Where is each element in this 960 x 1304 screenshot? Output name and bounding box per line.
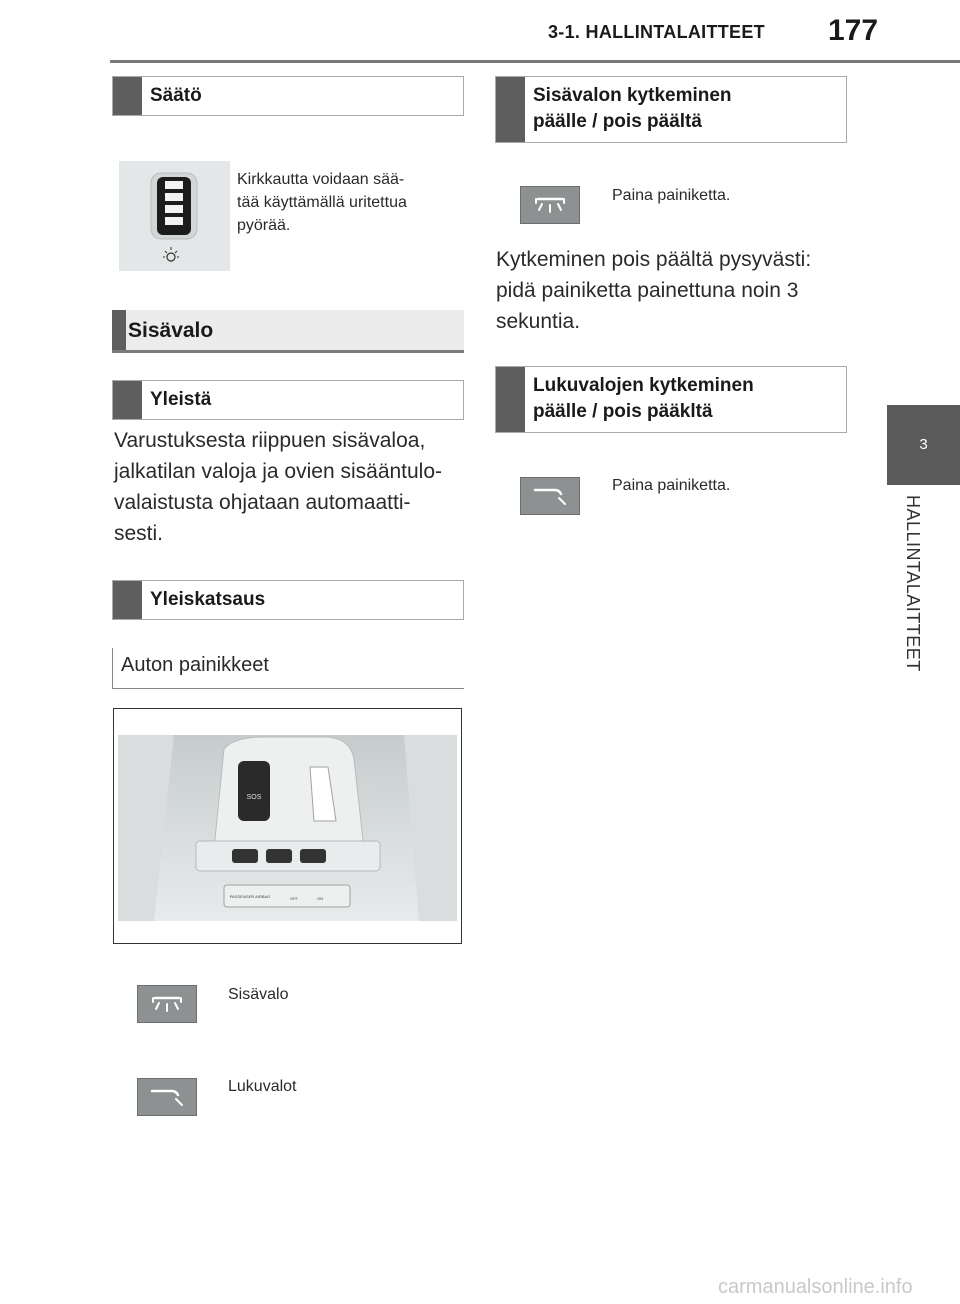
heading-general-text: Yleistä [150, 389, 212, 410]
permanent-off-paragraph [496, 244, 856, 337]
buttons-subheading: Auton painikkeet [121, 654, 269, 676]
reading-light-icon [521, 478, 579, 514]
adjust-description [237, 168, 462, 237]
toggle-interior-light-icon-box [520, 186, 580, 224]
legend-interior-light-label: Sisävalo [228, 986, 289, 1003]
permanent-off-line-2: pidä painiketta painettuna noin 3 [496, 279, 799, 302]
section-heading-text: Sisävalo [128, 319, 214, 342]
sos-label: SOS [246, 794, 262, 801]
heading-adjust-text: Säätö [150, 85, 202, 106]
chapter-tab-number: 3 [919, 436, 928, 453]
interior-light-icon [521, 187, 579, 223]
subheading-rule [112, 688, 464, 689]
header-rule [110, 60, 960, 63]
general-line-1: Varustuksesta riippuen sisävaloa, [114, 429, 426, 452]
roof-console-photo [113, 708, 462, 944]
legend-reading-light-label: Lukuvalot [228, 1078, 297, 1095]
heading-bar [112, 310, 126, 350]
reading-light-button-icon [137, 1078, 197, 1116]
heading-adjust [112, 76, 464, 116]
adjust-line-3: pyörää. [237, 217, 291, 234]
heading-reading-text [533, 373, 754, 425]
general-line-3: valaistusta ohjataan automaatti- [114, 491, 411, 514]
general-line-4: sesti. [114, 522, 164, 545]
general-line-2: jalkatilan valoja ja ovien sisääntulo- [114, 460, 443, 483]
general-paragraph [114, 425, 466, 549]
airbag-off-label: OFF [290, 896, 298, 901]
heading-bar [113, 77, 142, 115]
interior-light-icon [138, 986, 196, 1022]
permanent-off-line-3: sekuntia. [496, 310, 581, 333]
page-number: 177 [828, 14, 879, 47]
heading-bar [113, 381, 142, 419]
roof-console-illustration [114, 709, 461, 943]
heading-toggle-line-2: päälle / pois päältä [533, 111, 702, 132]
permanent-off-line-1: Kytkeminen pois päältä pysyvästi: [496, 248, 812, 271]
reading-light-icon-box [520, 477, 580, 515]
heading-overview [112, 580, 464, 620]
toggle-instruction: Paina painiketta. [612, 187, 731, 204]
thumbwheel-illustration [119, 161, 230, 271]
subheading-left-rule [112, 648, 113, 689]
adjust-line-2: tää käyttämällä uritettua [237, 194, 407, 211]
chapter-tab-label: HALLINTALAITTEET [903, 495, 923, 672]
airbag-on-label: ON [317, 896, 323, 901]
heading-bar [496, 367, 525, 432]
heading-reading-lights [495, 366, 847, 433]
heading-reading-line-2: päälle / pois pääkltä [533, 401, 713, 422]
heading-bar [496, 77, 525, 142]
heading-overview-text: Yleiskatsaus [150, 589, 266, 610]
heading-bar [113, 581, 142, 619]
watermark: carmanualsonline.info [718, 1276, 913, 1298]
heading-general [112, 380, 464, 420]
chapter-title: 3-1. HALLINTALAITTEET [548, 22, 765, 42]
heading-toggle-line-1: Sisävalon kytkeminen [533, 85, 732, 106]
interior-light-button-icon [137, 985, 197, 1023]
reading-instruction: Paina painiketta. [612, 477, 731, 494]
reading-light-icon [138, 1079, 196, 1115]
adjust-line-1: Kirkkautta voidaan sää- [237, 171, 405, 188]
chapter-tab-label-wrap [880, 495, 940, 705]
thumbwheel-image [119, 161, 230, 271]
airbag-label: PASSENGER AIRBAG [229, 894, 271, 899]
heading-toggle-text [533, 83, 732, 135]
section-heading-interior-light [112, 310, 464, 353]
heading-reading-line-1: Lukuvalojen kytkeminen [533, 375, 754, 396]
heading-toggle-interior-light [495, 76, 847, 143]
